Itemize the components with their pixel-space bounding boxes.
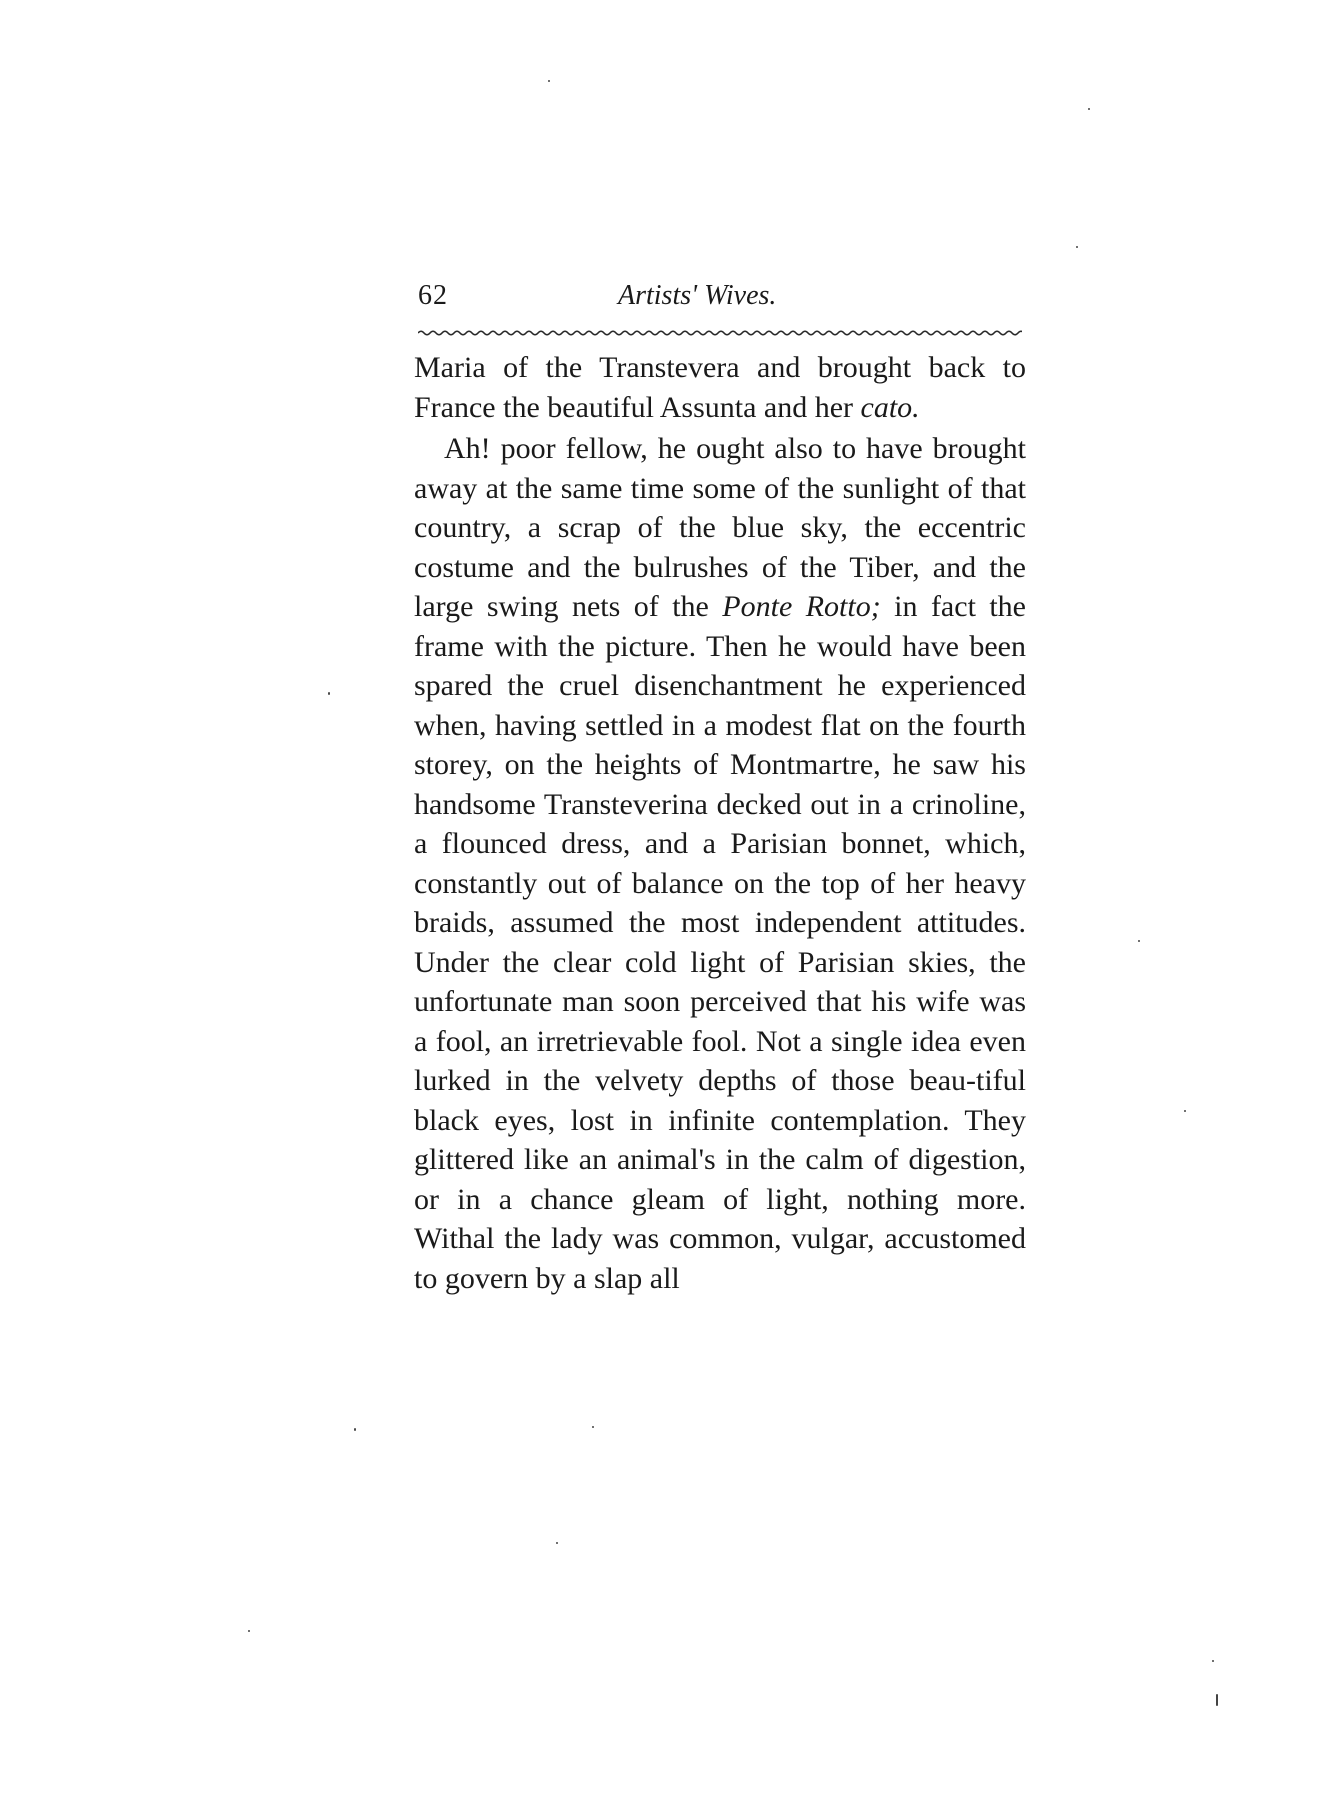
scan-speck — [1216, 1694, 1218, 1706]
paragraph-1-italic-cato: cato. — [860, 390, 920, 424]
scan-speck — [556, 1542, 558, 1544]
scan-speck — [1076, 246, 1078, 248]
running-head — [418, 280, 1022, 320]
scan-speck — [548, 80, 550, 82]
paragraph-1-text: Maria of the Transtevera and brought back to France the beautiful Assunta and her — [414, 351, 1026, 424]
scan-speck — [1184, 1110, 1186, 1112]
body-text — [414, 348, 1026, 1298]
paragraph-2-text-rest: in fact the frame with the picture. Then he would have been spared the cruel disenchantment he experienced when, having settled in a modest flat on the fourth storey, on the heights of Montmartre, he saw his handsome Transteverina decked out in a crinoline, a flounced dress, and a Parisian bonnet, which, constantly out of balance on the top of her heavy braids, assumed the most independent attitudes. Under the clear cold light of Parisian skies, the unfortunate man soon perceived that his wife was a fool, an irretrievable fool. Not a single idea even lurked in the velvety depths of those beau-tiful black eyes, lost in infinite contemplation. They glittered like an animal's in the calm of digestion, or in a chance gleam of light, nothing more. Withal the lady was common, vulgar, accustomed to govern by a slap all — [414, 590, 1026, 1295]
scan-speck — [1088, 108, 1090, 110]
running-title: Artists' Wives. — [618, 280, 777, 311]
scan-speck — [1138, 940, 1140, 942]
scan-speck — [248, 1630, 250, 1632]
paragraph-2-italic-ponte-rotto: Ponte Rotto; — [722, 590, 881, 623]
paragraph-2-text-start: Ah! poor fellow, he ought also to have brought away at the same time some of the sunlight of that country, a scrap of the blue sky, the eccentric costume and the bulrushes of the Tiber, and the large swing nets of the — [414, 432, 1026, 623]
wavy-rule — [418, 328, 1022, 338]
scan-speck — [354, 1428, 356, 1431]
scan-speck — [592, 1426, 594, 1428]
paragraph-1 — [414, 348, 1026, 427]
scan-speck — [1212, 1660, 1214, 1662]
page-number: 62 — [418, 280, 448, 311]
scan-speck — [328, 692, 330, 695]
paragraph-2 — [414, 429, 1026, 1298]
